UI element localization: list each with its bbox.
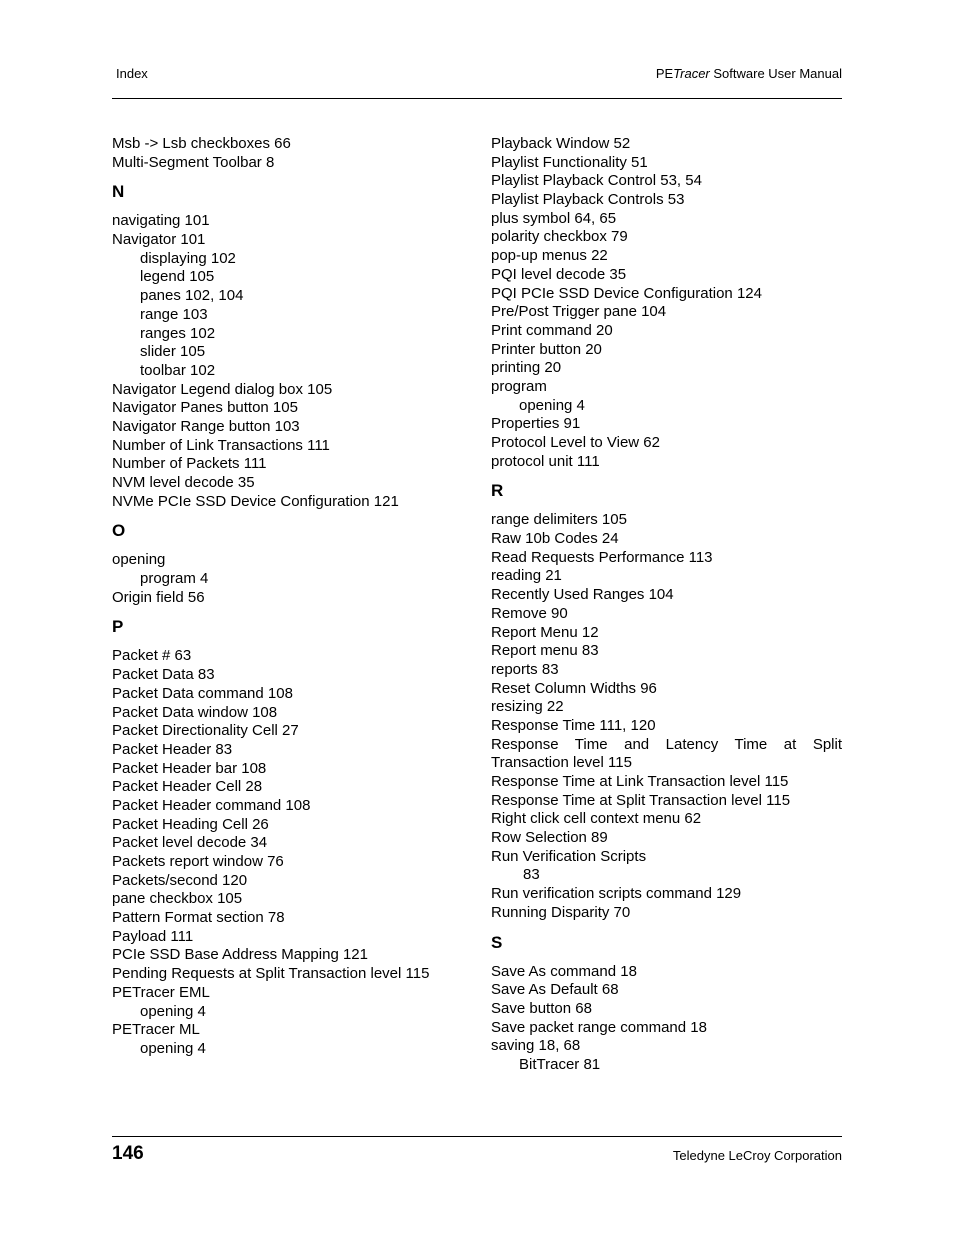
index-subentry: opening 4 [140,1002,206,1020]
index-entry: Packet # 63 [112,647,192,665]
index-entry: Running Disparity 70 [491,903,631,921]
index-entry: Run verification scripts command 129 [491,885,742,903]
index-entry: Packet Directionality Cell 27 [112,722,299,740]
index-entry: polarity checkbox 79 [491,228,628,246]
index-entry: range delimiters 105 [491,511,627,529]
index-entry: Remove 90 [491,604,568,622]
index-entry: Reset Column Widths 96 [491,679,657,697]
index-entry: Playlist Functionality 51 [491,153,648,171]
index-entry: reading 21 [491,567,562,585]
index-entry: Recently Used Ranges 104 [491,586,674,604]
letter-heading-n: N [112,182,125,202]
index-entry: Multi-Segment Toolbar 8 [112,153,275,171]
index-entry: Save button 68 [491,999,592,1017]
index-entry: Protocol Level to View 62 [491,434,660,451]
index-entry: PQI PCIe SSD Device Configuration 124 [491,284,762,302]
index-entry: Packet Header bar 108 [112,759,267,777]
index-entry: Packet Data window 108 [112,703,278,721]
header-manual-suffix: Software User Manual [709,66,842,81]
letter-heading-p: P [112,617,124,637]
index-entry: Navigator Legend dialog box 105 [112,380,333,398]
index-entry: program [491,377,547,395]
index-entry: Packet Data command 108 [112,684,293,702]
index-entry: Navigator 101 [112,231,206,249]
index-entry: pop-up menus 22 [491,247,608,265]
page-number: 146 [112,1143,144,1164]
index-entry: Properties 91 [491,415,581,433]
index-entry: NVMe PCIe SSD Device Configuration 121 [112,492,399,510]
index-entry: NVM level decode 35 [112,474,255,491]
index-entry: saving 18, 68 [491,1037,581,1055]
index-subentry: BitTracer 81 [519,1055,601,1073]
index-column-left [112,135,464,1059]
index-entry: Response Time at Link Transaction level 115 [491,773,789,790]
index-subentry: toolbar 102 [140,361,216,379]
index-entry: protocol unit 111 [491,452,600,470]
index-entry: Read Requests Performance 113 [491,548,713,566]
index-entry: Number of Packets 111 [112,455,267,473]
index-entry: Packets report window 76 [112,853,284,870]
index-entry: Save As Default 68 [491,981,619,999]
index-entry: pane checkbox 105 [112,890,243,908]
index-entry: Packet level decode 34 [112,834,268,852]
index-entry: Origin field 56 [112,588,205,606]
header-rule [112,98,842,99]
index-entry: PETracer ML [112,1021,200,1039]
index-entry: Packet Data 83 [112,666,215,684]
header-section: Index [116,66,148,81]
header-product-italic: Tracer [673,66,710,81]
index-entry: Packet Header 83 [112,740,233,758]
index-entry: Response Time at Split Transaction level 115 [491,791,791,809]
index-entry: Packet Header command 108 [112,796,311,814]
index-entry: resizing 22 [491,698,564,716]
index-subentry: opening 4 [519,396,585,414]
index-entry: PCIe SSD Base Address Mapping 121 [112,946,368,964]
index-entry: Pre/Post Trigger pane 104 [491,303,667,321]
letter-heading-o: O [112,521,126,541]
index-entry: Report Menu 12 [491,623,599,641]
index-entry: Playlist Playback Controls 53 [491,191,685,209]
index-entry: Save packet range command 18 [491,1018,707,1036]
index-subentry: range 103 [140,305,208,323]
index-entry: Printer button 20 [491,340,602,358]
index-entry: Navigator Range button 103 [112,417,300,435]
index-subentry: legend 105 [140,268,215,286]
index-entry: Packets/second 120 [112,871,248,889]
index-entry: Response Time and Latency Time at Split [491,735,842,753]
index-entry: PETracer EML [112,983,210,1001]
index-entry: reports 83 [491,660,559,678]
index-entry: printing 20 [491,359,562,377]
index-entry: Playlist Playback Control 53, 54 [491,172,702,190]
letter-heading-s: S [491,932,503,952]
index-entry: Pattern Format section 78 [112,909,285,927]
index-subentry: slider 105 [140,343,206,361]
index-entry: Report menu 83 [491,642,599,660]
header-manual-title [656,66,842,81]
index-entry: Msb -> Lsb checkboxes 66 [112,135,291,152]
index-entry: Playback Window 52 [491,135,631,152]
footer-company: Teledyne LeCroy Corporation [672,1148,842,1163]
index-subentry: displaying 102 [140,249,236,267]
index-entry-continuation: Transaction level 115 [491,754,632,772]
index-entry: plus symbol 64, 65 [491,209,617,227]
index-entry: Row Selection 89 [491,829,608,847]
index-entry: PQI level decode 35 [491,265,627,283]
index-subentry: panes 102, 104 [140,287,244,305]
index-entry: Navigator Panes button 105 [112,399,298,417]
index-entry: Run Verification Scripts [491,847,647,865]
index-entry: Save As command 18 [491,962,637,980]
index-subentry: program 4 [140,570,209,588]
header-product-prefix: PE [655,66,674,81]
index-entry: Packet Header Cell 28 [112,778,263,796]
index-entry: Right click cell context menu 62 [491,810,702,828]
page-header [112,66,842,86]
index-subentry: ranges 102 [140,324,216,342]
index-entry: Number of Link Transactions 111 [112,436,330,454]
index-entry: Packet Heading Cell 26 [112,815,269,833]
index-entry: Response Time 111, 120 [491,716,656,734]
letter-heading-r: R [491,481,504,501]
index-entry-continuation: 83 [523,866,540,884]
index-entry: Payload 111 [112,927,194,945]
footer-rule [112,1136,842,1137]
index-entry: navigating 101 [112,212,210,230]
index-entry: Pending Requests at Split Transaction level 115 [112,965,430,983]
index-entry: Raw 10b Codes 24 [491,530,619,548]
index-subentry: opening 4 [140,1039,206,1057]
index-column-right [491,135,843,1075]
index-entry: opening [112,551,166,569]
index-entry: Print command 20 [491,321,613,339]
